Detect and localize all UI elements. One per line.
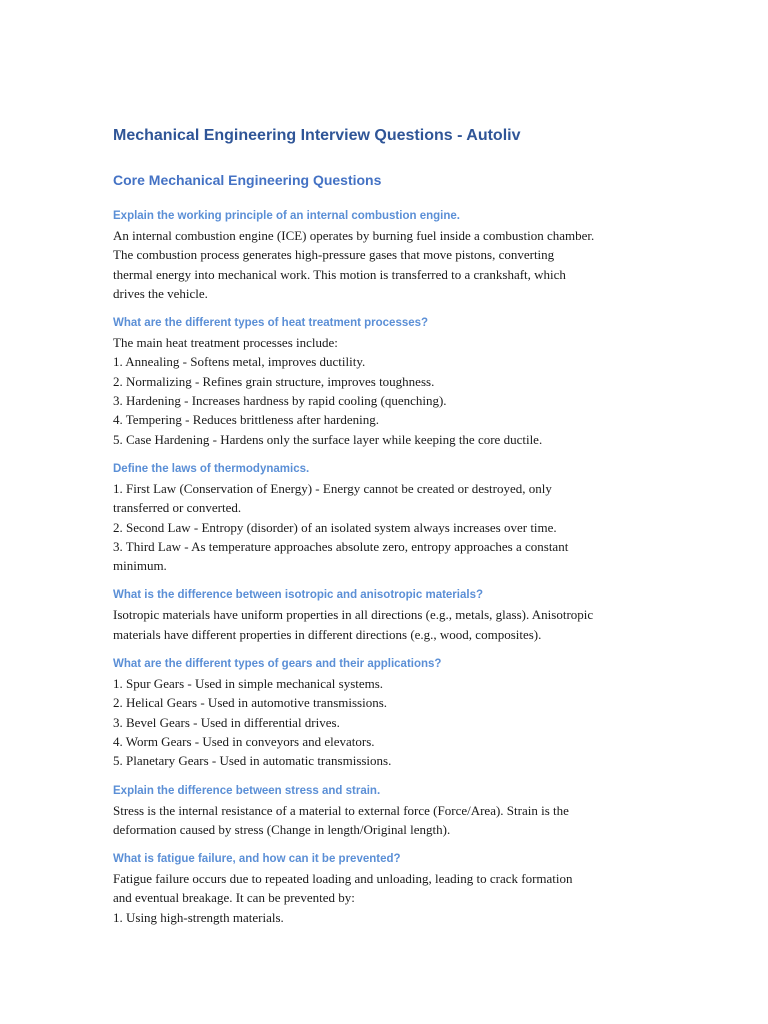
answer-text [113,226,658,303]
answer-line: 2. Helical Gears - Used in automotive transmissions. [113,695,388,711]
answer-text [113,801,658,840]
answer-line: 1. Using high-strength materials. [113,909,284,925]
question-heading: What is fatigue failure, and how can it be prevented? [113,853,401,866]
answer-line: An internal combustion engine (ICE) operates by burning fuel inside a combustion chamber. [113,228,595,243]
question-heading: Explain the working principle of an internal combustion engine. [113,210,460,222]
answer-line: 3. Bevel Gears - Used in differential drives. [113,714,340,730]
answer-text [113,605,658,644]
answer-line: 4. Worm Gears - Used in conveyors and elevators. [113,733,375,749]
answer-line: 5. Case Hardening - Hardens only the surface layer while keeping the core ductile. [113,431,543,447]
question-heading: What is the difference between isotropic and anisotropic materials? [113,589,483,602]
answer-line: transferred or converted. [113,500,242,516]
answer-line: deformation caused by stress (Change in length/Original length). [113,821,451,837]
document-title: Mechanical Engineering Interview Questions - Autoliv [113,127,521,144]
question-block [113,314,658,449]
answer-line: 1. Annealing - Softens metal, improves ductility. [113,354,366,370]
question-heading: Explain the difference between stress and strain. [113,784,381,797]
answer-line: Fatigue failure occurs due to repeated loading and unloading, leading to crack formation [113,871,573,887]
answer-line: Isotropic materials have uniform properties in all directions (e.g., metals, glass). Anisotropic [113,607,594,623]
answer-line: 2. Second Law - Entropy (disorder) of an isolated system always increases over time. [113,519,557,535]
answer-line: 2. Normalizing - Refines grain structure, improves toughness. [113,373,435,389]
answer-text [113,333,658,449]
answer-line: 3. Hardening - Increases hardness by rapid cooling (quenching). [113,393,447,409]
answer-line: The combustion process generates high-pressure gases that move pistons, converting [113,247,555,263]
question-heading: Define the laws of thermodynamics. [113,462,310,475]
section-title: Core Mechanical Engineering Questions [113,172,382,188]
answer-line: 5. Planetary Gears - Used in automatic transmissions. [113,753,392,769]
answer-line: 4. Tempering - Reduces brittleness after hardening. [113,412,379,428]
answer-line: 3. Third Law - As temperature approaches absolute zero, entropy approaches a constant [113,538,569,554]
answer-line: thermal energy into mechanical work. This motion is transferred to a crankshaft, which [113,266,566,282]
answer-line: drives the vehicle. [113,285,208,301]
answer-text [113,479,658,575]
answer-line: minimum. [113,558,167,574]
question-block [113,782,658,840]
question-block [113,460,658,575]
question-heading: What are the different types of heat treatment processes? [113,317,429,330]
answer-text [113,674,658,770]
question-heading: What are the different types of gears and their applications? [113,658,442,671]
answer-line: materials have different properties in different directions (e.g., wood, composites). [113,626,542,642]
answer-line: Stress is the internal resistance of a material to external force (Force/Area). Strain is the [113,802,569,818]
answer-line: The main heat treatment processes include: [113,335,338,351]
question-list [113,207,658,927]
question-block [113,850,658,927]
question-block [113,207,658,303]
question-block [113,655,658,770]
answer-text [113,869,658,927]
question-block [113,586,658,644]
answer-line: and eventual breakage. It can be prevented by: [113,890,355,906]
document-page [113,124,658,938]
answer-line: 1. Spur Gears - Used in simple mechanical systems. [113,676,384,692]
answer-line: 1. First Law (Conservation of Energy) - Energy cannot be created or destroyed, only [113,480,552,496]
